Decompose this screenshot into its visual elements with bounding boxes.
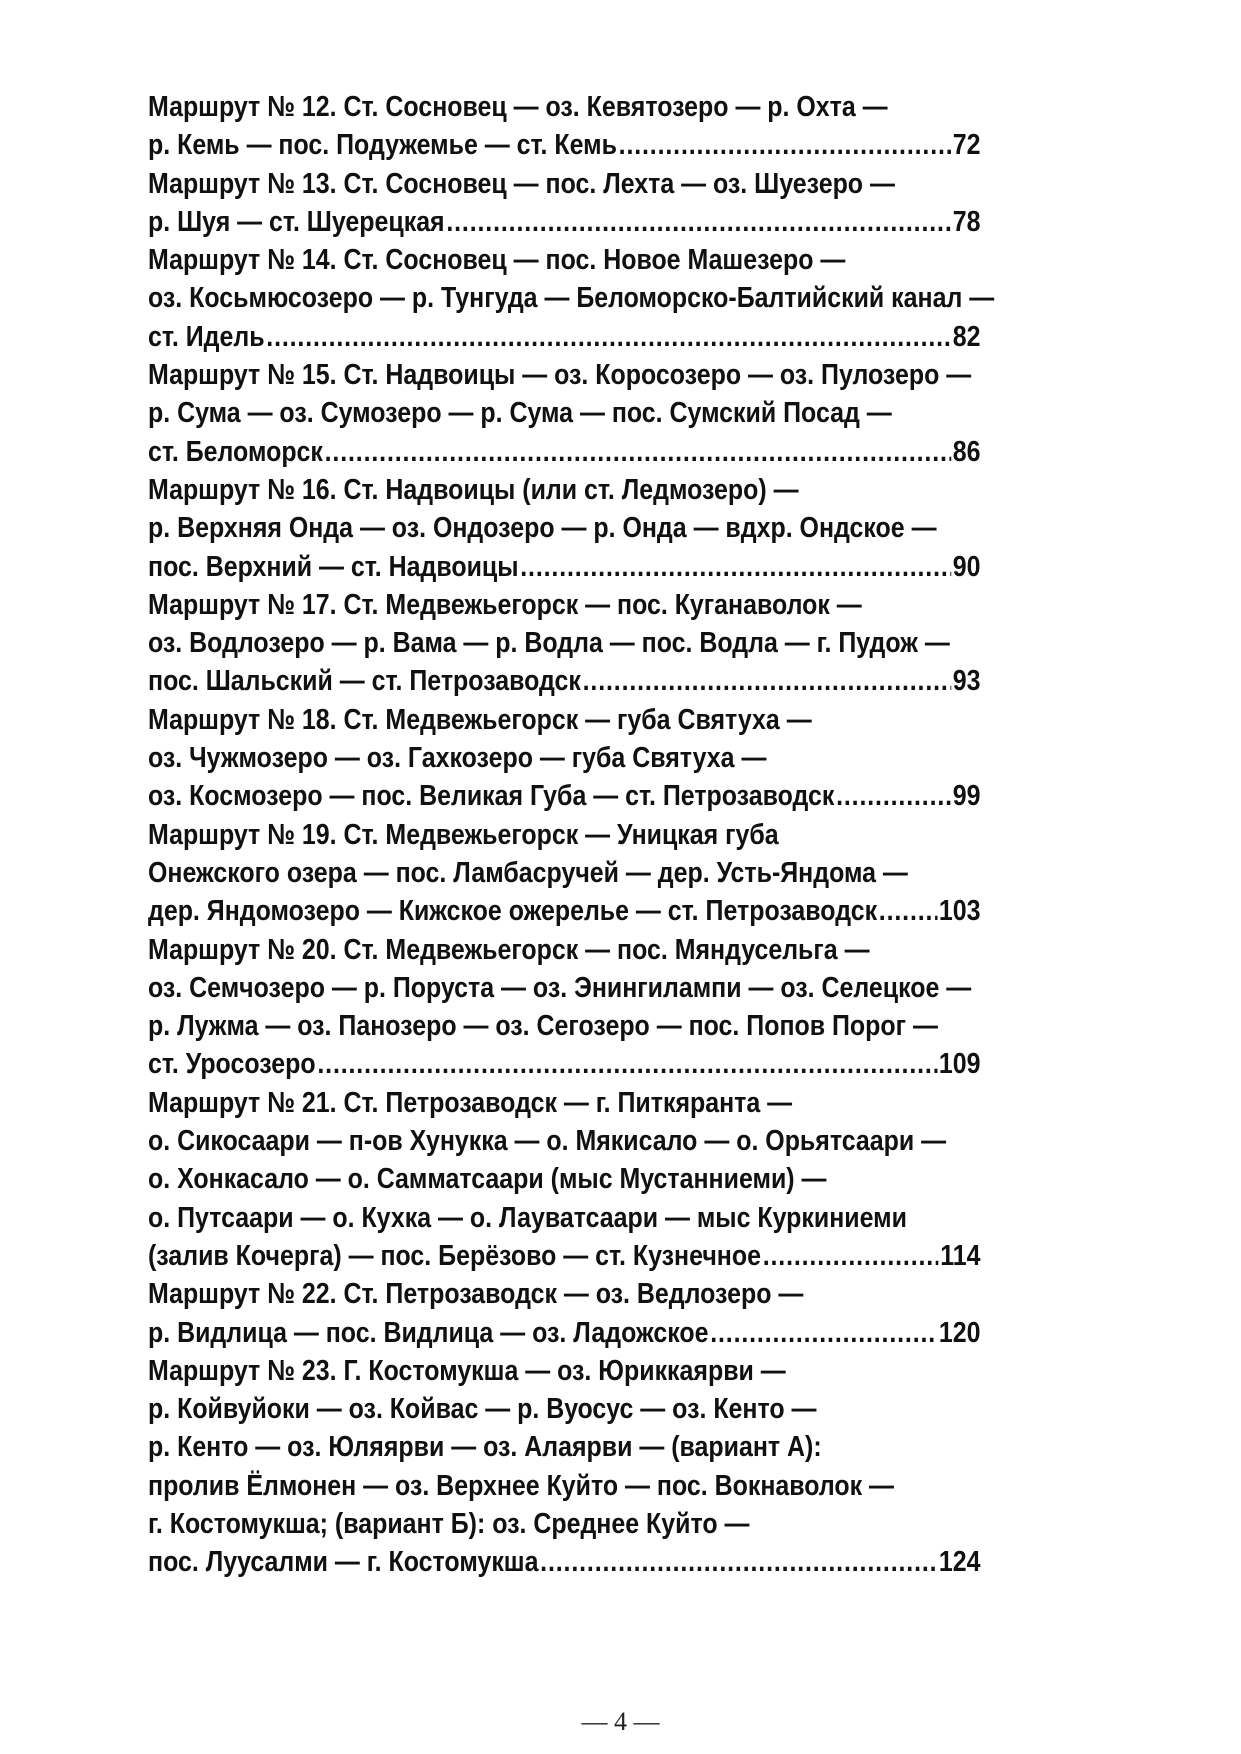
toc-entry-line: р. Кемь — пос. Подужемье — ст. Кемь (148, 129, 617, 162)
toc-entry-line: р. Лужма — оз. Панозеро — оз. Сегозеро — пос. Попов Порог — (148, 1010, 938, 1043)
toc-entry-line: Маршрут № 13. Ст. Сосновец — пос. Лехта — оз. Шуезеро — (148, 167, 895, 200)
toc-page-number: 72 (952, 129, 981, 162)
toc-entry-last-line (148, 662, 980, 700)
toc-entry-line: пос. Верхний — ст. Надвоицы (148, 550, 519, 583)
toc-entry-line: Маршрут № 23. Г. Костомукша — оз. Юриккаярви — (148, 1354, 786, 1387)
toc-entry-last-line (148, 203, 980, 241)
toc-entry-line: оз. Космозеро — пос. Великая Губа — ст. Петрозаводск (148, 780, 835, 813)
dot-leader (446, 203, 951, 241)
dot-leader (540, 1543, 937, 1581)
toc-entry-line: Маршрут № 12. Ст. Сосновец — оз. Кевятозеро — р. Охта — (148, 91, 888, 123)
toc-page-number: 86 (952, 435, 981, 468)
toc-entry (148, 931, 980, 1084)
toc-entry-line: г. Костомукша; (вариант Б): оз. Среднее Куйто — (148, 1507, 750, 1540)
toc-entry-line: пос. Луусалми — г. Костомукша (148, 1546, 539, 1579)
toc-entry-line: р. Верхняя Онда — оз. Ондозеро — р. Онда — вдхр. Ондское — (148, 512, 937, 545)
toc-entry (148, 88, 980, 165)
dot-leader (710, 1314, 937, 1352)
toc-entry-line: о. Хонкасало — о. Самматсаари (мыс Мустанниеми) — (148, 1163, 827, 1196)
toc-page-number: 109 (938, 1048, 981, 1081)
toc-entry-line: (залив Кочерга) — пос. Берёзово — ст. Кузнечное (148, 1239, 761, 1272)
toc-entry-line: пос. Шальский — ст. Петрозаводск (148, 665, 581, 698)
toc-entry-line: Маршрут № 17. Ст. Медвежьегорск — пос. Куганаволок — (148, 588, 862, 621)
toc-entry-line: оз. Водлозеро — р. Вама — р. Водла — пос. Водла — г. Пудож — (148, 627, 950, 660)
toc-entry-line: р. Сума — оз. Сумозеро — р. Сума — пос. Сумский Посад — (148, 397, 892, 430)
toc-entry-line: ст. Идель (148, 320, 265, 353)
toc-entry-line: Маршрут № 18. Ст. Медвежьегорск — губа Святуха — (148, 703, 812, 736)
toc-entry-line: оз. Чужмозеро — оз. Гахкозеро — губа Святуха — (148, 742, 767, 775)
toc-entry-line: ст. Беломорск (148, 435, 323, 468)
toc-entry (148, 241, 995, 356)
toc-entry-last-line (148, 318, 980, 356)
toc-page-number: 78 (952, 205, 981, 238)
toc-entry-last-line (148, 1314, 980, 1352)
toc-entry-line: Маршрут № 14. Ст. Сосновец — пос. Новое Машезеро — (148, 244, 846, 277)
toc-entry-line: оз. Семчозеро — р. Поруста — оз. Энингилампи — оз. Селецкое — (148, 971, 972, 1004)
toc-entry-line: дер. Яндомозеро — Кижское ожерелье — ст. Петрозаводск (148, 895, 878, 928)
toc-entry (148, 701, 980, 816)
toc-entry (148, 1352, 980, 1582)
toc-entry-line: р. Кенто — оз. Юляярви — оз. Алаярви — (вариант А): (148, 1431, 822, 1464)
toc-entry-last-line (148, 126, 980, 164)
toc-entry-line: р. Койвуйоки — оз. Койвас — р. Вуосус — оз. Кенто — (148, 1393, 817, 1426)
toc-entry-last-line (148, 777, 980, 815)
toc-page-number: 103 (938, 895, 981, 928)
toc-entry-last-line (148, 1237, 980, 1275)
dot-leader (325, 433, 951, 471)
toc-entry-line: оз. Косьмюсозеро — р. Тунгуда — Беломорско-Балтийский канал — (148, 282, 995, 315)
toc-entry-line: р. Шуя — ст. Шуерецкая (148, 205, 445, 238)
toc-entry-last-line (148, 892, 980, 930)
toc-entry (148, 1084, 980, 1275)
toc-entry (148, 1275, 980, 1352)
toc-entry (148, 356, 980, 471)
toc-entry (148, 165, 980, 242)
dot-leader (879, 892, 937, 930)
toc-entry-line: Маршрут № 22. Ст. Петрозаводск — оз. Ведлозеро — (148, 1278, 804, 1311)
toc-entry-last-line (148, 433, 980, 471)
toc-entry-line: Маршрут № 15. Ст. Надвоицы — оз. Коросозеро — оз. Пулозеро — (148, 359, 972, 392)
dot-leader (583, 662, 951, 700)
toc-entry (148, 816, 980, 931)
toc-entry-line: пролив Ёлмонен — оз. Верхнее Куйто — пос. Вокнаволок — (148, 1469, 894, 1502)
dot-leader (836, 777, 951, 815)
dot-leader (317, 1045, 937, 1083)
toc-page-number: 114 (940, 1239, 981, 1272)
toc-entry (148, 471, 980, 586)
dot-leader (763, 1237, 939, 1275)
dot-leader (266, 318, 951, 356)
toc-entry-line: р. Видлица — пос. Видлица — оз. Ладожское (148, 1316, 709, 1349)
page-number: — 4 — (581, 1707, 660, 1736)
toc-entry-line: ст. Уросозеро (148, 1048, 316, 1081)
toc-entry-last-line (148, 1543, 980, 1581)
toc-page-number: 90 (952, 550, 981, 583)
toc-page-number: 124 (938, 1546, 981, 1579)
toc-entry-line: Онежского озера — пос. Ламбасручей — дер. Усть-Яндома — (148, 856, 908, 889)
toc-entry-line: Маршрут № 19. Ст. Медвежьегорск — Уницкая губа (148, 818, 779, 851)
toc-entry (148, 586, 980, 701)
toc-entry-last-line (148, 548, 980, 586)
toc-page-number: 82 (952, 320, 981, 353)
toc-entry-line: Маршрут № 21. Ст. Петрозаводск — г. Питкяранта — (148, 1086, 793, 1119)
dot-leader (619, 126, 951, 164)
toc-page-number: 93 (952, 665, 981, 698)
toc-entry-last-line (148, 1045, 980, 1083)
toc-entry-line: о. Путсаари — о. Кухка — о. Лауватсаари — мыс Куркиниеми (148, 1201, 907, 1234)
toc-page-number: 120 (938, 1316, 981, 1349)
table-of-contents (148, 88, 995, 1582)
dot-leader (520, 548, 951, 586)
toc-page-number: 99 (952, 780, 981, 813)
toc-entry-line: о. Сикосаари — п-ов Хунукка — о. Мякисало — о. Орьятсаари — (148, 1125, 947, 1158)
toc-entry-line: Маршрут № 16. Ст. Надвоицы (или ст. Ледмозеро) — (148, 473, 799, 506)
toc-entry-line: Маршрут № 20. Ст. Медвежьегорск — пос. Мяндусельга — (148, 933, 870, 966)
